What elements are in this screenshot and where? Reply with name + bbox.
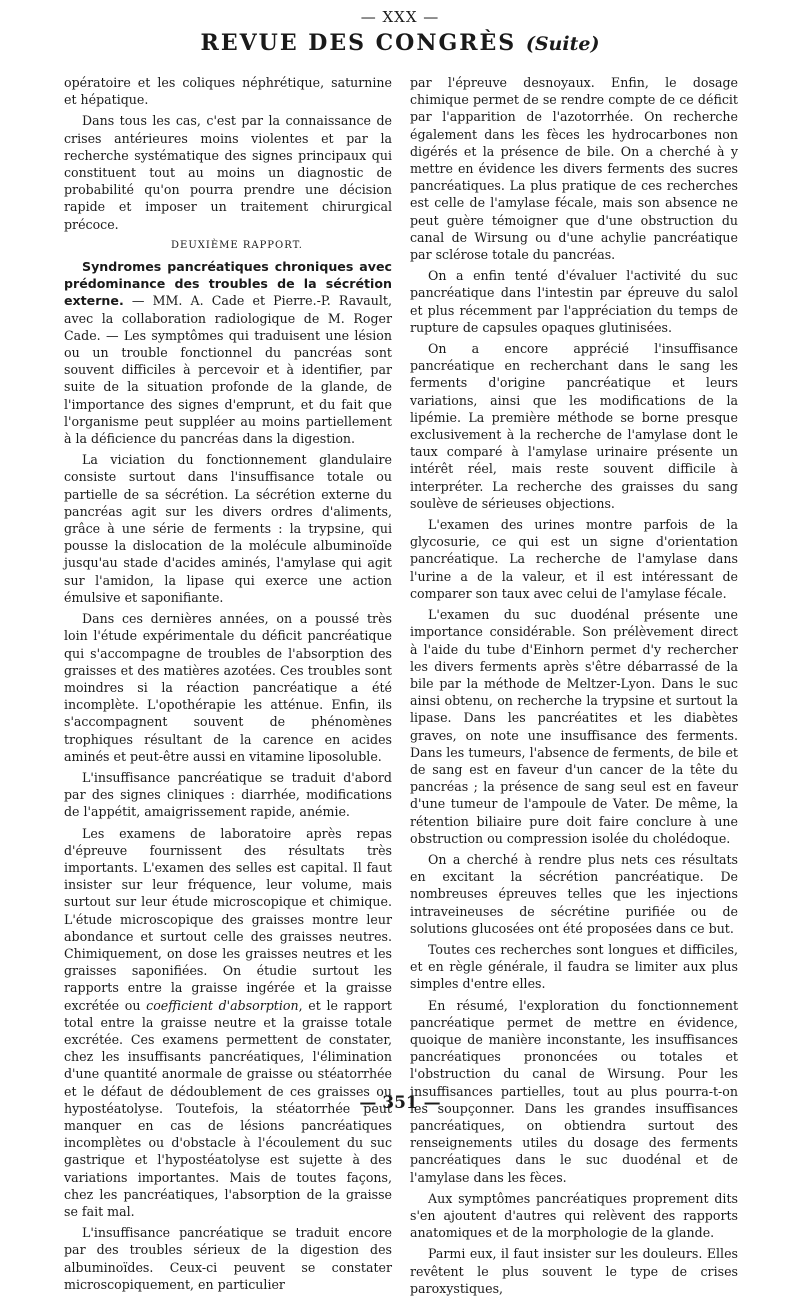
page-number: — 351 — [359, 1093, 441, 1113]
right-column [410, 74, 738, 1301]
paragraph: Toutes ces recherches sont longues et difficiles, et en règle générale, il faudra se limiter aux plus simples d'entre elles. [410, 941, 738, 992]
roman-page-number: — XXX — [360, 8, 440, 26]
paragraph: opératoire et les coliques néphrétique, saturnine et hépatique. [64, 75, 392, 108]
paragraph: Dans tous les cas, c'est par la connaissance de crises antérieures moins violentes et par la recherche systématique des signes principaux qui constituent tout au moins un diagnostic de probabilité qu'on pourra prendre une décision rapide et imposer un traitement chirurgical précoce. [64, 113, 392, 232]
paragraph: On a cherché à rendre plus nets ces résultats en excitant la sécrétion pancréatique. De nombreuses épreuves telles que les injections intraveineuses de sécrétine purifiée ou de solutions glucosées ont été proposées dans ce but. [410, 851, 738, 936]
paragraph: On a enfin tenté d'évaluer l'activité du suc pancréatique dans l'intestin par épreuve du salol et plus récemment par l'appréciation du temps de rupture de capsules opaques glutinisées. [410, 268, 738, 335]
paragraph [64, 825, 392, 1221]
running-title-text: REVUE DES CONGRÈS [200, 30, 517, 56]
report-body: — Les symptômes qui traduisent une lésion ou un trouble fonctionnel du pancréas sont souvent difficiles à percevoir et à identifier, par suite de la situation profonde de la glande, de l'importance des signes d'emprunt, et du fait que l'organisme peut suppléer au moins partiellement à la déficience du pancréas dans la digestion. [64, 327, 392, 447]
paragraph: Dans ces dernières années, on a poussé très loin l'étude expérimentale du déficit pancréatique qui s'accompagne de troubles de l'absorption des graisses et des matières azotées. Ces troubles sont moindres si la réaction pancréatique a été incomplète. L'opothérapie les atténue. Enfin, ils s'accompagnent souvent de phénomènes trophiques résultant de la carence en acides aminés et peut-être aussi en vitamine liposoluble. [64, 611, 392, 764]
section-heading: DEUXIÈME RAPPORT. [171, 239, 303, 251]
paragraph: En résumé, l'exploration du fonctionnement pancréatique permet de mettre en évidence, quoique de manière inconstante, les insuffisances pancréatiques prononcées ou totales et l'obstruction du canal de Wirsung. Pour les insuffisances partielles, tout au plus pourra-t-on les soupçonner. Dans les grandes insuffisances pancréatiques, on obtiendra surtout des renseignements utiles du dosage des ferments pancréatiques dans le suc duodénal et de l'amylase dans les fèces. [410, 997, 738, 1185]
paragraph: L'examen des urines montre parfois de la glycosurie, ce qui est un signe d'orientation pancréatique. La recherche de l'amylase dans l'urine a de la valeur, et il est intéressant de comparer son taux avec celui de l'amylase fécale. [410, 517, 738, 601]
paragraph: L'insuffisance pancréatique se traduit encore par des troubles sérieux de la digestion des albuminoïdes. Ceux-ci peuvent se constater microscopiquement, en particulier [64, 1225, 392, 1292]
report-title: Syndromes pancréatiques chroniques avec prédominance des troubles de la sécrétion externe. [64, 259, 392, 309]
paragraph: L'insuffisance pancréatique se traduit d'abord par des signes cliniques : diarrhée, modifications de l'appétit, amaigrissement rapide, anémie. [64, 769, 392, 820]
paragraph: par l'épreuve desnoyaux. Enfin, le dosage chimique permet de se rendre compte de ce déficit par l'apparition de l'azotorrhée. On recherche également dans les fèces les hydrocarbones non digérés et la présence de bile. On a cherché à y mettre en évidence les divers ferments des sucres pancréatiques. La plus pratique de ces recherches est celle de l'amylase fécale, mais son absence ne peut guère témoigner que d'une obstruction du canal de Wirsung ou d'une achylie pancréatique par sclérose totale du pancréas. [410, 75, 738, 263]
text-run: , et le rapport total entre la graisse neutre et la graisse totale excrétée. Ces examens permettent de constater, chez les insuffisants pancréatiques, l'élimination d'une quantité anormale de graisse ou stéatorrhée et le défaut de dédoublement de ces graisses ou hypostéatolyse. Toutefois, la stéatorrhée peut manquer en cas de lésions pancréatiques incomplètes ou d'obstacle à l'écoulement du suc gastrique et l'hypostéatolyse est sujette à des variations importantes. Mais de toutes façons, chez les pancréatiques, l'absorption de la graisse se fait mal. [64, 997, 392, 1219]
paragraph: L'examen du suc duodénal présente une importance considérable. Son prélèvement direct à l'aide du tube d'Einhorn permet d'y rechercher les divers ferments après s'être débarrassé de la bile par la méthode de Meltzer-Lyon. Dans le suc ainsi obtenu, on recherche la trypsine et surtout la lipase. Dans les pancréatites et les diabètes graves, on note une insuffisance des ferments. Dans les tumeurs, l'absence de ferments, de bile et de sang est en faveur d'un cancer de la tête du pancréas ; la présence de sang seul est en faveur d'une tumeur de l'ampoule de Vater. De même, la rétention biliaire pure doit faire conclure à une obstruction ou compression isolée du cholédoque. [410, 607, 738, 846]
text-run: Les examens de laboratoire après repas d'épreuve fournissent des résultats très importants. L'examen des selles est capital. Il faut insister sur leur fréquence, leur volume, mais surtout sur leur étude microscopique et chimique. L'étude microscopique des graisses montre leur abondance et surtout celle des graisses neutres. Chimiquement, on dose les graisses neutres et les graisses saponifiées. On étudie surtout les rapports entre la graisse ingérée et la graisse excrétée ou [64, 825, 392, 1013]
running-title [0, 30, 800, 56]
report-authors: — MM. A. Cade et Pierre.-P. Ravault, avec la collaboration radiologique de M. Roger Cade. [64, 293, 392, 343]
paragraph: La viciation du fonctionnement glandulaire consiste surtout dans l'insuffisance totale ou partielle de sa sécrétion. La sécrétion externe du pancréas agit sur les divers ordres d'aliments, grâce à une série de ferments : la trypsine, qui pousse la dislocation de la molécule albuminoïde jusqu'au stade d'acides aminés, l'amylase qui agit sur l'amidon, la lipase qui exerce une action émulsive et saponifiante. [64, 452, 392, 605]
paragraph: Aux symptômes pancréatiques proprement dits s'en ajoutent d'autres qui relèvent des rapports anatomiques et de la morphologie de la glande. [410, 1190, 738, 1241]
paragraph: Parmi eux, il faut insister sur les douleurs. Elles revêtent le plus souvent le type de crises paroxystiques, [410, 1246, 738, 1296]
italic-term: coefficient d'absorption [146, 997, 299, 1013]
paragraph: On a encore apprécié l'insuffisance pancréatique en recherchant dans le sang les ferments d'origine pancréatique et leurs variations, ainsi que les modifications de la lipémie. La première méthode se borne presque exclusivement à la recherche de l'amylase dont le taux comparé à l'amylase urinaire présente un intérêt réel, mais reste souvent difficile à interpréter. La recherche des graisses du sang soulève de sérieuses objections. [410, 341, 738, 511]
report-intro-paragraph [64, 258, 392, 447]
running-title-suffix: (Suite) [525, 33, 600, 55]
left-column [64, 74, 392, 1297]
